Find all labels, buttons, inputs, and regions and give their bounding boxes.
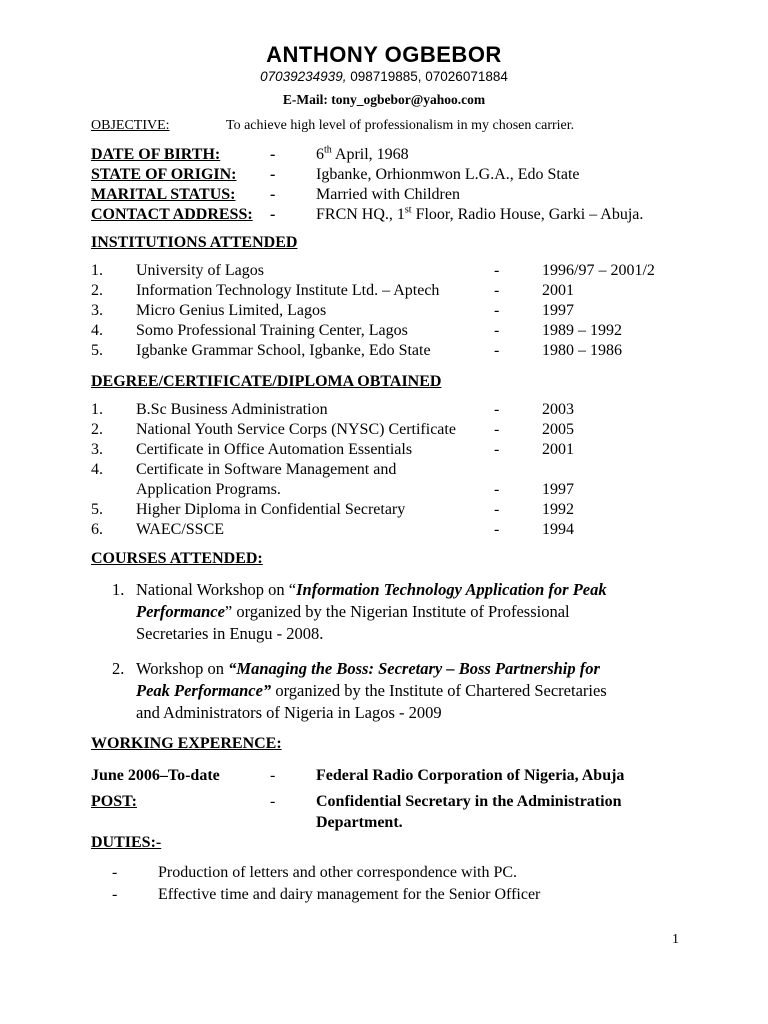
institution-name: Igbanke Grammar School, Igbanke, Edo State [136, 342, 431, 359]
list-item-dash: - [494, 501, 500, 518]
degree-year: 2001 [542, 441, 574, 458]
courses-heading: COURSES ATTENDED: [91, 550, 263, 567]
list-item-number: 3. [91, 441, 103, 458]
institution-name: Somo Professional Training Center, Lagos [136, 322, 408, 339]
degree-name-continued: Application Programs. [136, 481, 281, 498]
institution-name: Information Technology Institute Ltd. – Aptech [136, 282, 440, 299]
course-line [136, 579, 607, 601]
institution-years: 1989 – 1992 [542, 322, 622, 339]
degree-name: Certificate in Office Automation Essentials [136, 441, 413, 458]
post-label: POST: [91, 793, 137, 810]
work-heading: WORKING EXPERENCE: [91, 735, 282, 752]
institution-name: Micro Genius Limited, Lagos [136, 302, 327, 319]
dob-day: 6 [316, 146, 324, 163]
duty-text: Production of letters and other correspondence with PC. [158, 864, 518, 881]
objective-text: To achieve high level of professionalism in my chosen carrier. [226, 118, 575, 133]
phone-numbers [0, 69, 768, 84]
institution-years: 1996/97 – 2001/2 [542, 262, 655, 279]
list-item-dash: - [494, 342, 500, 359]
employer-name: Federal Radio Corporation of Nigeria, Abuja [316, 767, 625, 784]
post-value: Confidential Secretary in the Administration [316, 793, 622, 810]
degree-year: 2005 [542, 421, 574, 438]
email-address: E-Mail: tony_ogbebor@yahoo.com [282, 92, 486, 107]
course-line: Secretaries in Enugu - 2008. [136, 624, 324, 643]
dob-suffix: th [324, 144, 332, 156]
list-item-dash: - [494, 282, 500, 299]
course-number: 1. [112, 580, 125, 599]
list-item-number: 2. [91, 421, 103, 438]
duties-heading: DUTIES:- [91, 834, 162, 851]
duty-dash: - [112, 864, 118, 881]
duty-dash: - [112, 886, 118, 903]
dob-value [316, 146, 409, 164]
degree-name: Higher Diploma in Confidential Secretary [136, 501, 406, 518]
other-phones: 098719885, 07026071884 [346, 69, 508, 84]
address-dash: - [270, 206, 276, 223]
course-organizer: organized by the Institute of Chartered Secretaries [271, 681, 607, 700]
course-line [136, 601, 570, 623]
degree-name: National Youth Service Corps (NYSC) Certificate [136, 421, 456, 438]
course-number: 2. [112, 659, 125, 678]
degree-year: 2003 [542, 401, 574, 418]
degree-name: B.Sc Business Administration [136, 401, 328, 418]
institution-years: 1980 – 1986 [542, 342, 622, 359]
degree-year: 1994 [542, 521, 574, 538]
post-dash: - [270, 793, 276, 810]
course-intro: National Workshop on “ [136, 580, 297, 599]
list-item-dash: - [494, 322, 500, 339]
address-part-1: FRCN HQ., 1 [316, 206, 405, 223]
page-number: 1 [672, 932, 679, 947]
address-value [316, 206, 643, 224]
origin-label: STATE OF ORIGIN: [91, 166, 237, 183]
list-item-dash: - [494, 401, 500, 418]
address-label: CONTACT ADDRESS: [91, 206, 253, 223]
candidate-name: ANTHONY OGBEBOR [266, 42, 502, 67]
list-item-number: 6. [91, 521, 103, 538]
list-item-dash: - [494, 441, 500, 458]
dob-label: DATE OF BIRTH: [91, 146, 221, 163]
list-item-number: 2. [91, 282, 103, 299]
primary-phone: 07039234939, [260, 69, 347, 84]
course-intro: Workshop on [136, 659, 229, 678]
course-line [136, 658, 600, 680]
list-item-number: 5. [91, 342, 103, 359]
marital-label: MARITAL STATUS: [91, 186, 236, 203]
course-title: Information Technology Application for Peak [296, 580, 607, 599]
institutions-heading: INSTITUTIONS ATTENDED [91, 234, 298, 251]
degree-year: 1997 [542, 481, 574, 498]
list-item-dash: - [494, 262, 500, 279]
degree-name: WAEC/SSCE [136, 521, 225, 538]
marital-dash: - [270, 186, 276, 203]
course-organizer: ” organized by the Nigerian Institute of Professional [224, 602, 570, 621]
degree-name: Certificate in Software Management and [136, 461, 397, 478]
course-title-continued: Peak Performance” [136, 681, 272, 700]
list-item-number: 1. [91, 401, 103, 418]
duty-text: Effective time and dairy management for the Senior Officer [158, 886, 541, 903]
origin-dash: - [270, 166, 276, 183]
list-item-number: 4. [91, 322, 103, 339]
institution-years: 1997 [542, 302, 574, 319]
marital-value: Married with Children [316, 186, 460, 203]
list-item-dash: - [494, 521, 500, 538]
list-item-number: 5. [91, 501, 103, 518]
work-period-dash: - [270, 767, 276, 784]
objective-label: OBJECTIVE: [91, 118, 170, 133]
course-line [136, 680, 607, 702]
dob-dash: - [270, 146, 276, 163]
list-item-dash: - [494, 481, 500, 498]
address-part-2: Floor, Radio House, Garki – Abuja. [411, 206, 644, 223]
list-item-dash: - [494, 421, 500, 438]
dob-month-year: April, 1968 [331, 146, 409, 163]
institution-years: 2001 [542, 282, 574, 299]
list-item-number: 1. [91, 262, 103, 279]
list-item-dash: - [494, 302, 500, 319]
post-value-continued: Department. [316, 814, 403, 831]
course-line: and Administrators of Nigeria in Lagos - 2009 [136, 703, 442, 722]
list-item-number: 3. [91, 302, 103, 319]
degree-year: 1992 [542, 501, 574, 518]
degrees-heading: DEGREE/CERTIFICATE/DIPLOMA OBTAINED [91, 373, 442, 390]
address-suffix: st [404, 204, 412, 216]
institution-name: University of Lagos [136, 262, 264, 279]
origin-value: Igbanke, Orhionmwon L.G.A., Edo State [316, 166, 580, 183]
list-item-number: 4. [91, 461, 103, 478]
course-title-continued: Performance [136, 602, 225, 621]
work-period: June 2006–To-date [91, 767, 220, 784]
course-title: “Managing the Boss: Secretary – Boss Partnership for [228, 659, 600, 678]
